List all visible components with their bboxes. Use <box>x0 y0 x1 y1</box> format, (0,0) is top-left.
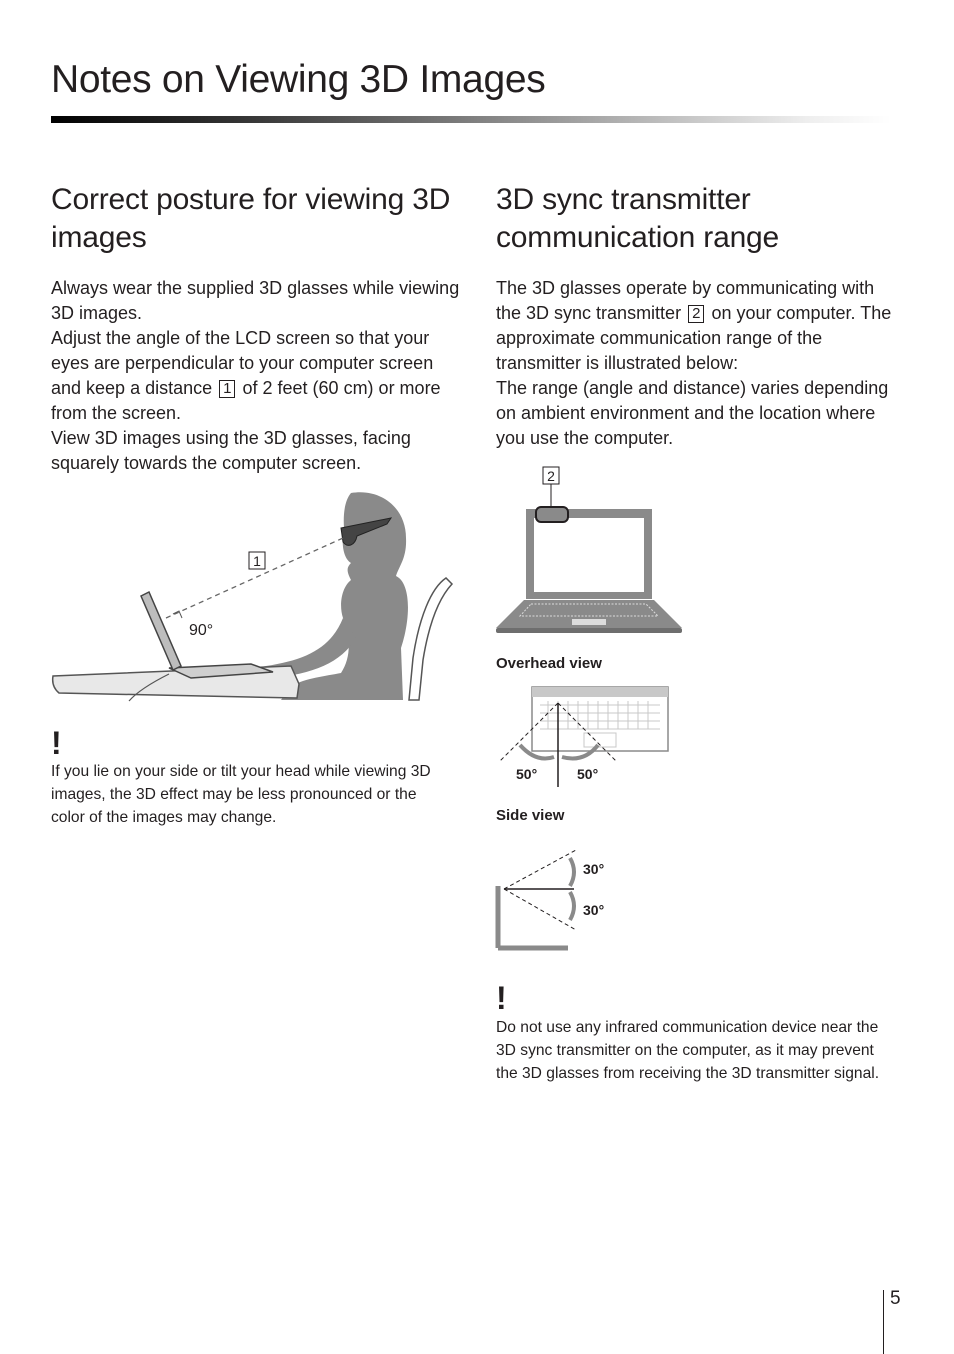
posture-paragraph-2 <box>51 326 461 426</box>
posture-paragraph-1: Always wear the supplied 3D glasses while viewing 3D images. <box>51 278 460 323</box>
side-range-bottom <box>504 889 576 930</box>
section-heading-posture: Correct posture for viewing 3D images <box>51 183 451 254</box>
warning-icon: ! <box>51 725 62 761</box>
page-number-rule <box>883 1290 884 1354</box>
overhead-view-illustration <box>496 683 676 788</box>
sync-text <box>496 276 896 451</box>
transmitter-highlight <box>536 507 568 522</box>
side-range-top <box>504 850 576 889</box>
section-heading-sync-range: 3D sync transmitter communication range <box>496 183 780 254</box>
overhead-angle-right: 50° <box>577 766 599 782</box>
warning-icon: ! <box>496 980 507 1016</box>
laptop-front-edge <box>496 628 682 633</box>
figure-distance-callout: 1 <box>253 553 261 569</box>
sync-paragraph-1 <box>496 276 896 376</box>
side-angle-bottom: 30° <box>583 902 605 918</box>
posture-text <box>51 276 461 476</box>
laptop-front-illustration <box>496 464 686 636</box>
laptop-display <box>534 518 644 592</box>
title-rule <box>51 116 891 123</box>
transmitter-callout: 2 <box>688 305 704 323</box>
sync-paragraph-2: The range (angle and distance) varies depending on ambient environment and the location where you use the computer. <box>496 378 889 448</box>
side-angle-top: 30° <box>583 861 605 877</box>
posture-note: If you lie on your side or tilt your head while viewing 3D images, the 3D effect may be less pronounced or the color of the images may change. <box>51 763 431 826</box>
sync-note: Do not use any infrared communication device near the 3D sync transmitter on the computer, as it may prevent the 3D glasses from receiving the 3D transmitter signal. <box>496 1019 880 1082</box>
laptop-transmitter-callout: 2 <box>547 468 555 484</box>
side-arc-top <box>570 858 574 886</box>
chair-back <box>409 578 452 700</box>
posture-paragraph-3: View 3D images using the 3D glasses, facing squarely towards the computer screen. <box>51 428 411 473</box>
touchpad <box>572 619 606 625</box>
sight-line <box>166 538 343 618</box>
overhead-hinge <box>532 687 668 697</box>
posture-paragraph-2-start: Adjust the angle of the LCD screen so that your eyes are perpendicular to your computer screen and keep a distance <box>51 328 434 398</box>
overhead-view-caption: Overhead view <box>496 655 602 672</box>
distance-callout: 1 <box>219 380 235 398</box>
posture-paragraph-2-end: of 2 feet (60 cm) or more from the screen. <box>51 378 441 423</box>
overhead-angle-left: 50° <box>516 766 538 782</box>
sync-paragraph-1-start: The 3D glasses operate by communicating with the 3D sync transmitter <box>496 278 875 323</box>
laptop-screen <box>141 592 181 670</box>
page-number: 5 <box>890 1288 901 1309</box>
side-view-caption: Side view <box>496 807 565 824</box>
side-view-illustration <box>494 848 614 956</box>
side-arc-bottom <box>570 892 574 920</box>
right-angle-label: 90° <box>189 622 214 639</box>
posture-illustration <box>51 488 456 703</box>
page-title: Notes on Viewing 3D Images <box>51 58 546 101</box>
sync-paragraph-1-end: on your computer. The approximate communication range of the transmitter is illustrated below: <box>496 303 892 373</box>
